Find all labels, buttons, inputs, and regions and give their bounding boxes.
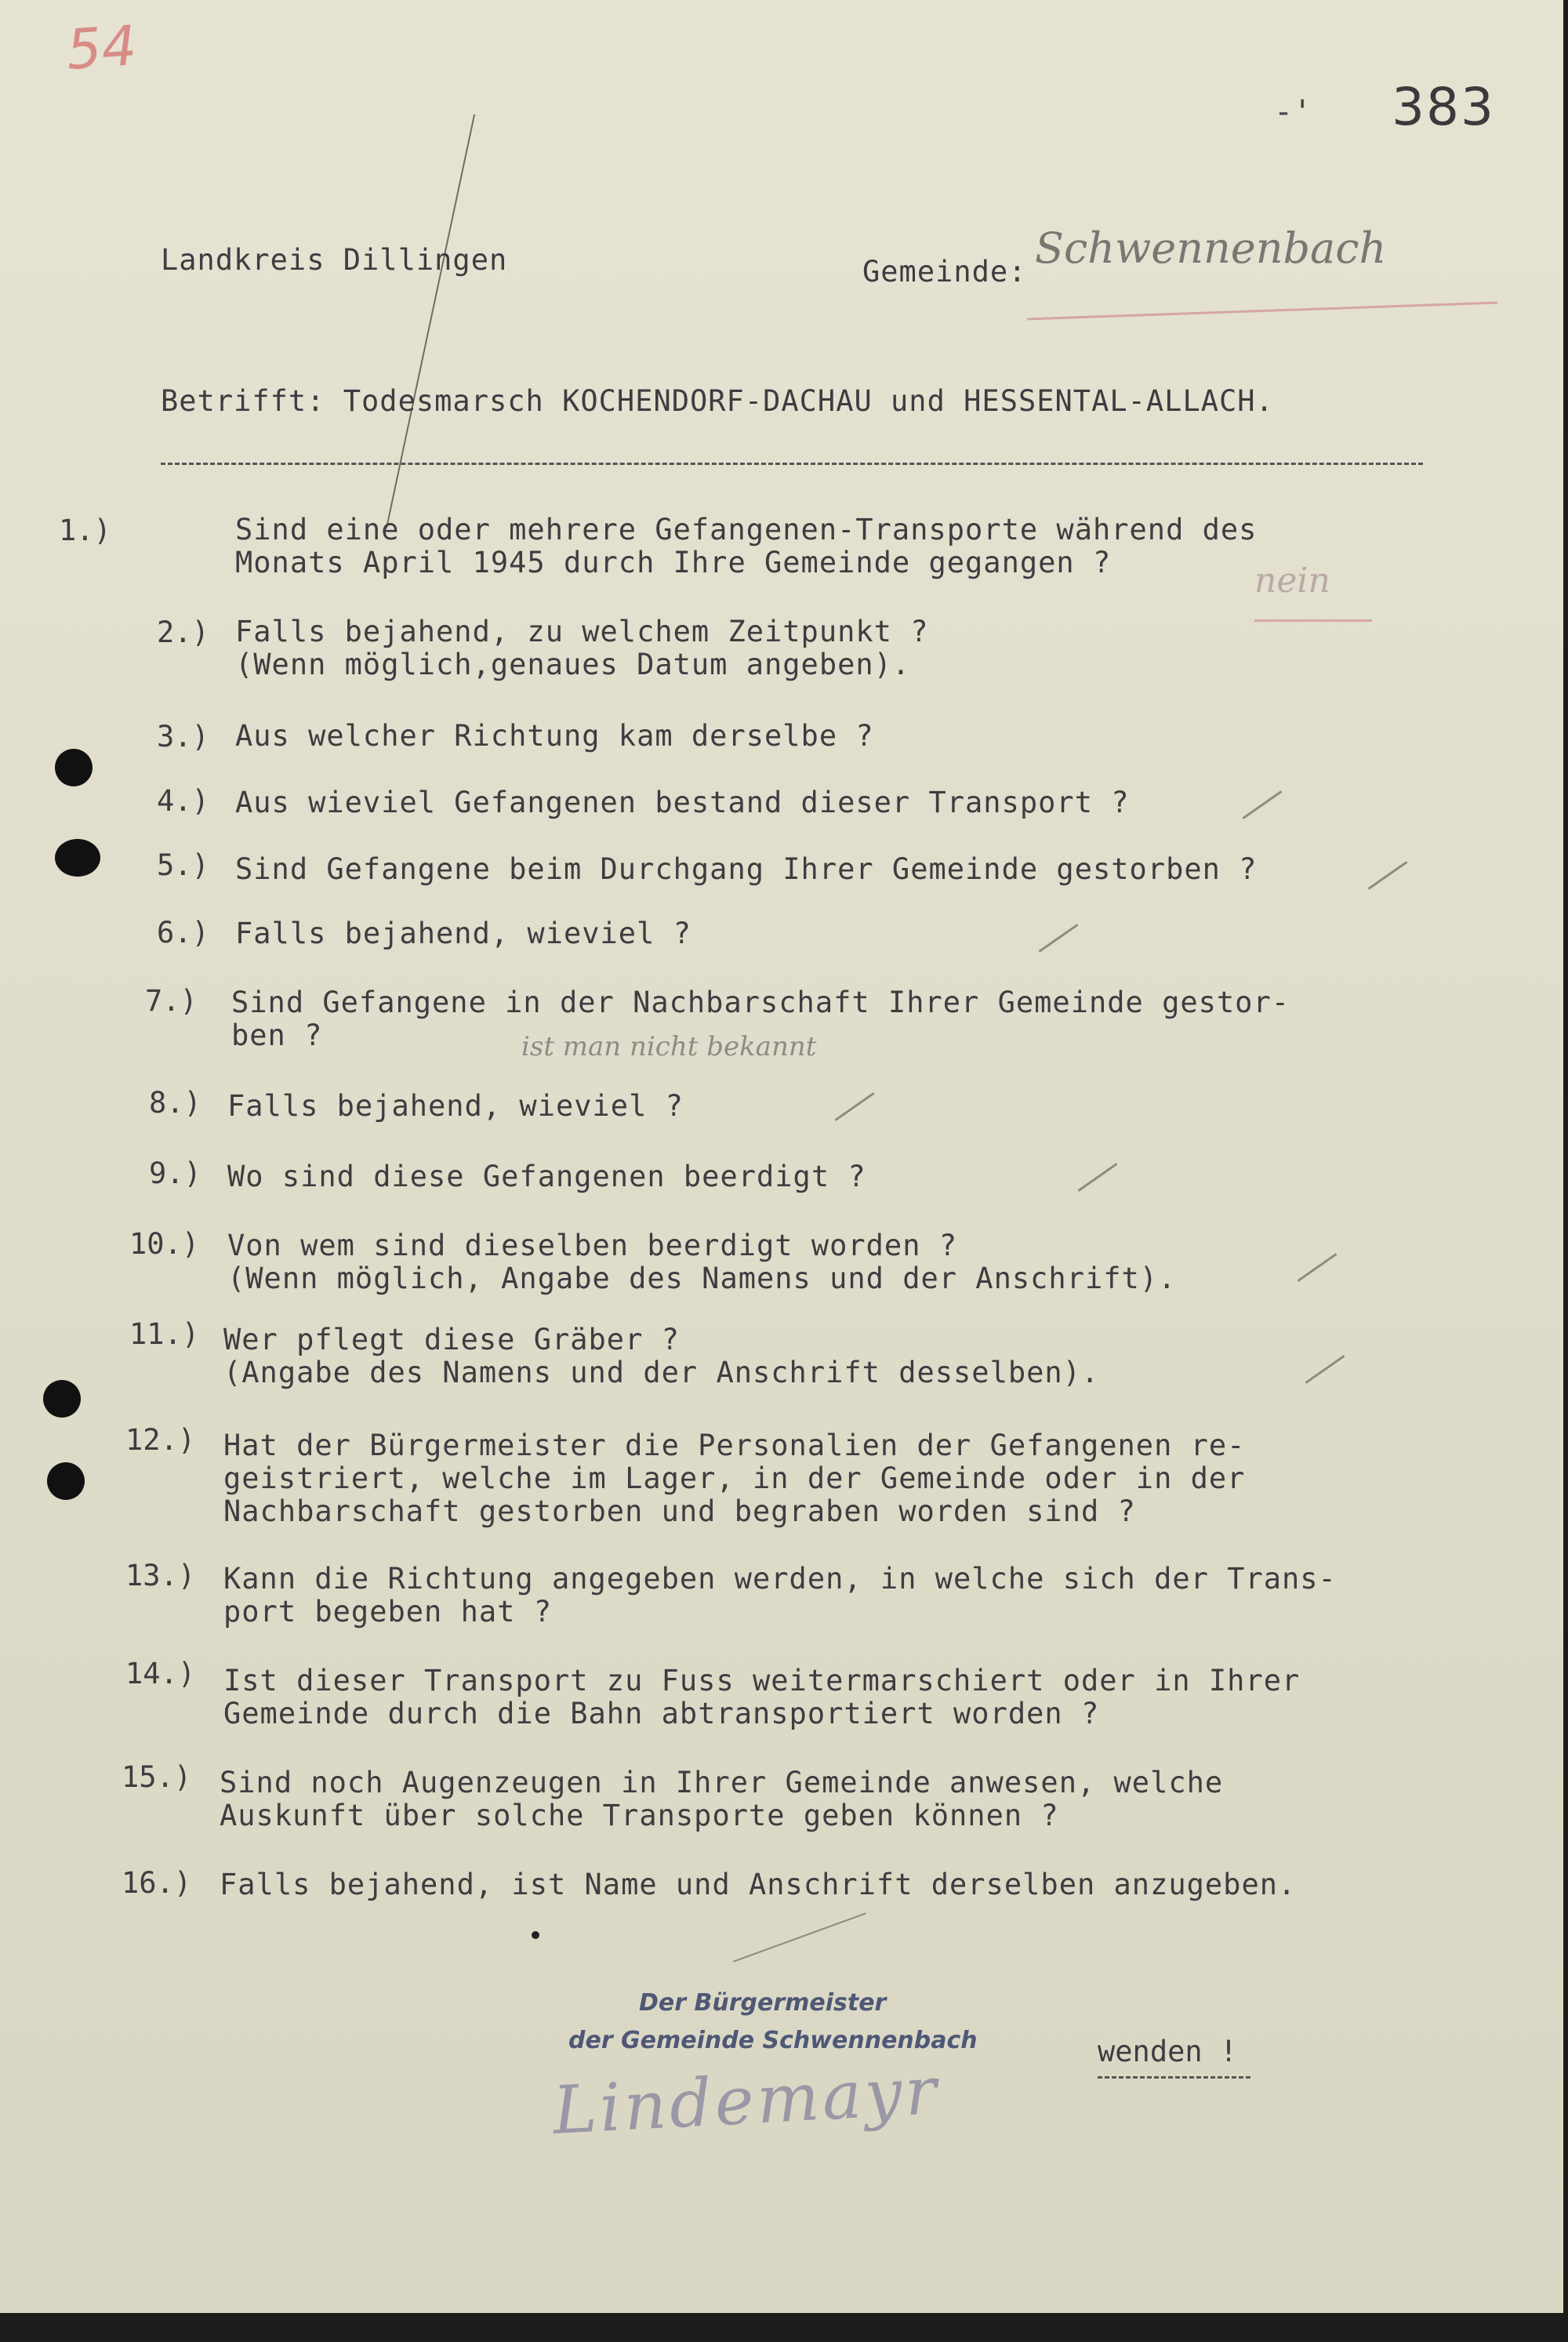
check-tick [1078, 1163, 1118, 1192]
subject-line: Betrifft: Todesmarsch KOCHENDORF-DACHAU und HESSENTAL-ALLACH. [161, 384, 1274, 418]
question-line: Auskunft über solche Transporte geben können ? [220, 1799, 1059, 1832]
question-text [235, 786, 1130, 819]
punch-hole [55, 749, 93, 786]
question-text [223, 1665, 1300, 1730]
question-text [235, 917, 691, 950]
check-tick [835, 1092, 875, 1121]
signature: Lindemayr [550, 2052, 942, 2149]
question-line: (Wenn möglich, Angabe des Namens und der Anschrift). [227, 1262, 1177, 1295]
page-number: 383 [1392, 77, 1495, 137]
question-number: 5.) [157, 848, 209, 882]
question-number: 8.) [149, 1086, 201, 1120]
question-line: Falls bejahend, zu welchem Zeitpunkt ? [235, 615, 929, 648]
question-line: Falls bejahend, wieviel ? [227, 1089, 684, 1123]
question-line: Hat der Bürgermeister die Personalien der Gefangenen re- [223, 1429, 1246, 1462]
question-line: Von wem sind dieselben beerdigt worden ? [227, 1229, 958, 1262]
question-text [220, 1868, 1296, 1901]
red-pencil-underline [1027, 302, 1497, 321]
question-line: (Wenn möglich,genaues Datum angeben). [235, 648, 911, 681]
question-line: Wo sind diese Gefangenen beerdigt ? [227, 1160, 866, 1193]
mayor-stamp-line1: Der Bürgermeister [639, 1989, 887, 2017]
question-line: Aus welcher Richtung kam derselbe ? [235, 719, 874, 753]
question-line: Kann die Richtung angegeben werden, in welche sich der Trans- [223, 1562, 1337, 1596]
question-number: 9.) [149, 1156, 201, 1190]
municipality-label: Gemeinde: [862, 255, 1027, 289]
question-line: Wer pflegt diese Gräber ? [223, 1323, 680, 1356]
question-line: Sind eine oder mehrere Gefangenen-Transporte während des [235, 513, 1258, 546]
question-line: (Angabe des Namens und der Anschrift desselben). [223, 1356, 1100, 1389]
question-line: Ist dieser Transport zu Fuss weitermarschiert oder in Ihrer [223, 1664, 1301, 1697]
question-number: 6.) [157, 916, 209, 950]
question-text [223, 1429, 1245, 1528]
question-text [223, 1563, 1337, 1629]
question-line: ben ? [231, 1018, 323, 1052]
question-line: Sind Gefangene in der Nachbarschaft Ihrer Gemeinde gestor- [231, 986, 1290, 1019]
question-text [227, 1090, 684, 1123]
check-tick [1298, 1253, 1338, 1282]
question-number: 12.) [125, 1423, 196, 1457]
punch-hole [47, 1462, 85, 1500]
question-line: port begeben hat ? [223, 1595, 552, 1629]
question-text [227, 1229, 1176, 1295]
handwritten-answer: ist man nicht bekannt [521, 1031, 817, 1062]
question-line: Gemeinde durch die Bahn abtransportiert worden ? [223, 1697, 1100, 1730]
question-number: 7.) [145, 984, 198, 1018]
question-number: 13.) [125, 1559, 196, 1592]
district-label: Landkreis Dillingen [161, 243, 508, 277]
question-number: 15.) [122, 1760, 192, 1794]
question-text [235, 720, 874, 753]
question-line: Aus wieviel Gefangenen bestand dieser Transport ? [235, 786, 1130, 819]
handwritten-answer: nein [1254, 561, 1330, 601]
question-number: 1.) [59, 514, 111, 547]
mayor-stamp-line2: der Gemeinde Schwennenbach [568, 2027, 978, 2054]
ink-dot [532, 1931, 539, 1939]
pencil-stroke [733, 1912, 866, 1962]
check-tick [1243, 790, 1283, 819]
question-line: Falls bejahend, wieviel ? [235, 917, 691, 950]
question-text [235, 514, 1257, 579]
question-number: 3.) [157, 720, 209, 753]
turn-over-rule [1098, 2076, 1250, 2079]
question-number: 4.) [157, 784, 209, 818]
check-tick [1368, 861, 1408, 890]
red-pencil-mark [1254, 619, 1372, 622]
question-text [227, 1160, 866, 1193]
question-number: 11.) [129, 1317, 200, 1351]
question-line: Monats April 1945 durch Ihre Gemeinde gegangen ? [235, 546, 1112, 579]
check-tick [1305, 1355, 1345, 1384]
punch-hole [43, 1380, 81, 1418]
question-text [220, 1766, 1223, 1832]
question-text [235, 615, 928, 681]
question-number: 10.) [129, 1227, 200, 1261]
question-line: Sind Gefangene beim Durchgang Ihrer Gemeinde gestorben ? [235, 852, 1258, 886]
archive-number: 54 [64, 13, 139, 83]
question-number: 16.) [122, 1866, 192, 1900]
page-dash-mark: -' [1274, 94, 1312, 130]
municipality-handwritten: Schwennenbach [1035, 223, 1387, 273]
question-number: 2.) [157, 615, 209, 649]
pencil-stroke [386, 114, 475, 529]
question-number: 14.) [125, 1657, 196, 1690]
turn-over-note: wenden ! [1098, 2035, 1238, 2068]
question-text [235, 853, 1257, 886]
question-line: geistriert, welche im Lager, in der Gemeinde oder in der [223, 1461, 1246, 1495]
question-line: Sind noch Augenzeugen in Ihrer Gemeinde anwesen, welche [220, 1766, 1224, 1799]
question-line: Falls bejahend, ist Name und Anschrift derselben anzugeben. [220, 1868, 1297, 1901]
question-line: Nachbarschaft gestorben und begraben worden sind ? [223, 1494, 1136, 1528]
question-text [223, 1324, 1099, 1389]
check-tick [1039, 924, 1079, 953]
punch-hole [55, 839, 100, 877]
separator-rule [161, 463, 1423, 465]
